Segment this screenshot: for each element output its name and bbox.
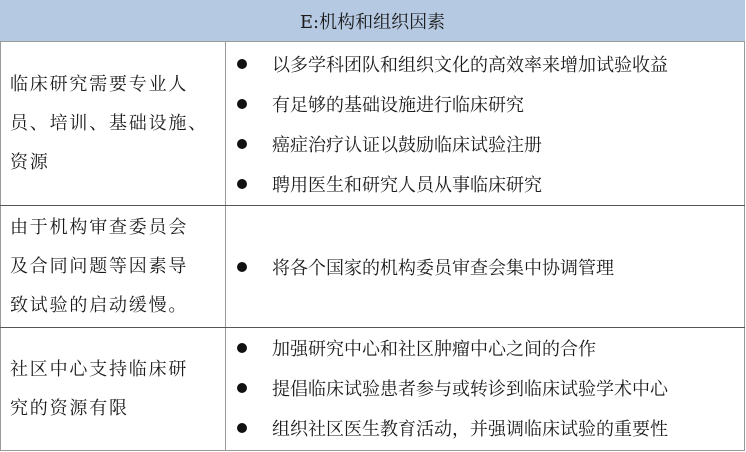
actions-cell — [226, 206, 745, 327]
bullet-icon — [237, 423, 247, 433]
bullet-icon — [237, 139, 247, 149]
list-item: 提倡临床试验患者参与或转诊到临床试验学术中心 — [226, 368, 745, 408]
issue-text: 社区中心支持临床研 究的资源有限 — [10, 359, 189, 419]
list-item: 癌症治疗认证以鼓励临床试验注册 — [226, 124, 745, 164]
bullet-icon — [237, 59, 247, 69]
actions-cell — [226, 42, 745, 205]
table-row — [0, 42, 745, 206]
bullet-icon — [237, 99, 247, 109]
list-item: 以多学科团队和组织文化的高效率来增加试验收益 — [226, 44, 745, 84]
issue-cell — [0, 42, 226, 205]
bullet-icon — [237, 343, 247, 353]
list-item: 将各个国家的机构委员审查会集中协调管理 — [226, 247, 745, 287]
bullet-icon — [237, 262, 247, 272]
issue-cell — [0, 206, 226, 327]
list-item: 组织社区医生教育活动，并强调临床试验的重要性 — [226, 408, 745, 448]
list-item: 加强研究中心和社区肿瘤中心之间的合作 — [226, 328, 745, 368]
table-title: E:机构和组织因素 — [299, 11, 446, 33]
issue-text: 临床研究需要专业人 员、培训、基础设施、 资源 — [10, 74, 208, 173]
actions-cell — [226, 328, 745, 450]
list-item: 聘用医生和研究人员从事临床研究 — [226, 164, 745, 204]
table-header — [0, 0, 745, 42]
bullet-icon — [237, 179, 247, 189]
issue-text: 由于机构审查委员会 及合同问题等因素导 致试验的启动缓慢。 — [10, 217, 189, 316]
table-row — [0, 206, 745, 328]
bullet-icon — [237, 383, 247, 393]
list-item: 有足够的基础设施进行临床研究 — [226, 84, 745, 124]
issue-cell — [0, 328, 226, 450]
table-row — [0, 328, 745, 451]
